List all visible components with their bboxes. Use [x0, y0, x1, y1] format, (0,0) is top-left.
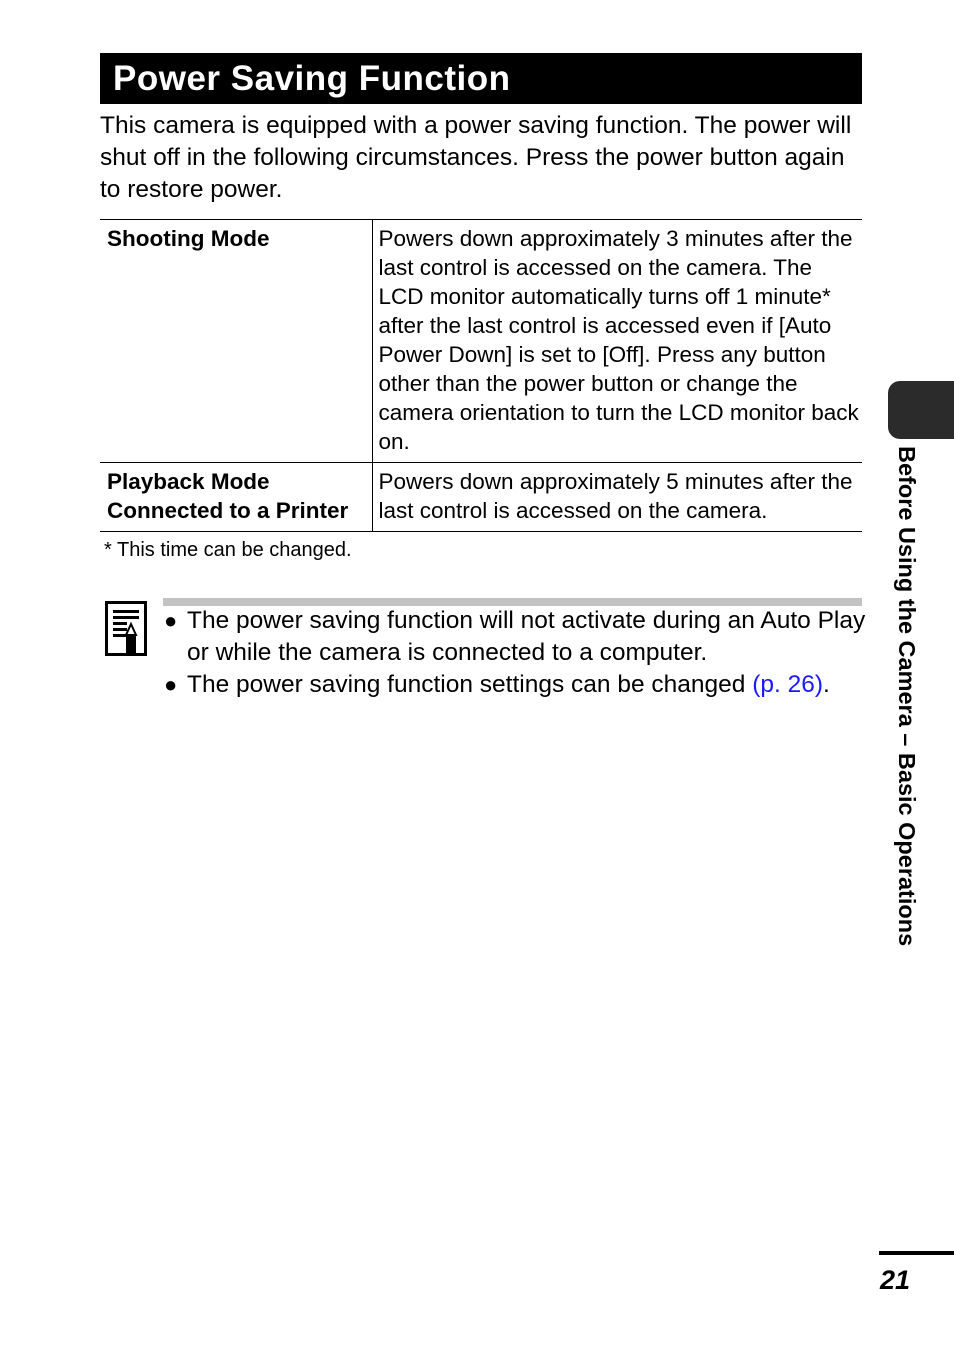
mode-label: Connected to a Printer: [107, 498, 349, 523]
mode-label: Shooting Mode: [107, 226, 270, 251]
table-row: [100, 220, 862, 463]
note-text: The power saving function settings can be changed: [187, 671, 753, 698]
footnote: * This time can be changed.: [104, 539, 352, 561]
memo-note-icon: [105, 601, 147, 657]
bullet-icon: ●: [164, 672, 178, 697]
section-title-bar: [100, 53, 862, 104]
list-item: [164, 669, 874, 701]
page-number: 21: [880, 1265, 911, 1295]
note-text-suffix: .: [823, 671, 830, 698]
chapter-title: Before Using the Camera – Basic Operations: [894, 446, 920, 947]
mode-cell: [100, 220, 372, 463]
note-text: The power saving function will not activate during an Auto Play or while the camera is connected to a computer.: [187, 607, 866, 666]
chapter-tab: [888, 381, 954, 439]
mode-cell: [100, 463, 372, 532]
power-saving-table: [100, 219, 862, 532]
intro-paragraph: This camera is equipped with a power saving function. The power will shut off in the following circumstances. Press the power button again to restore power.: [100, 112, 852, 203]
page-reference-link[interactable]: (p. 26): [752, 671, 824, 698]
page-title: Power Saving Function: [113, 59, 511, 98]
note-list: [164, 605, 874, 701]
list-item: [164, 605, 874, 669]
bullet-icon: ●: [164, 608, 178, 633]
description-cell: Powers down approximately 5 minutes after the last control is accessed on the camera.: [372, 463, 862, 532]
table-row: [100, 463, 862, 532]
mode-label: Playback Mode: [107, 469, 270, 494]
description-cell: Powers down approximately 3 minutes after the last control is accessed on the camera. The LCD monitor automatically turns off 1 minute* after the last control is accessed even if [Auto Power Down] is set to [Off]. Press any button other than the power button or change the camera orientation to turn the LCD monitor back on.: [372, 220, 862, 463]
page-number-rule: [879, 1251, 954, 1255]
